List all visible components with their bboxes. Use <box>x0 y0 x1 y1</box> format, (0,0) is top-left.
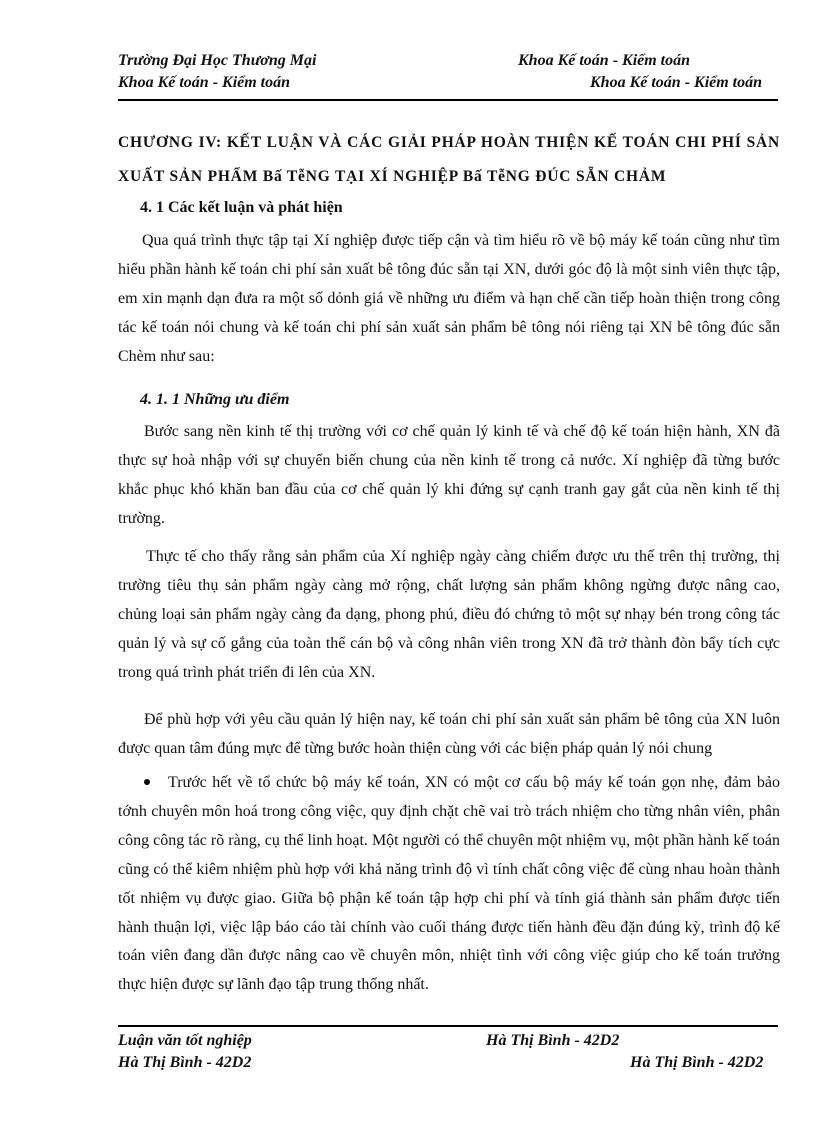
footer-rule <box>118 1025 778 1027</box>
bullet-icon <box>144 779 150 785</box>
header-rule <box>118 99 778 101</box>
chapter-title-line-2: XUẤT SẢN PHẨM Bấ TễNG TẠI XÍ NGHIỆP Bấ TễNG ĐÚC SẴN CHẢM <box>118 168 667 185</box>
paragraph-2: Thực tế cho thấy rằng sản phẩm của Xí nghiệp ngày càng chiếm được ưu thế trên thị trường, thị trường tiêu thụ sản phẩm ngày càng mở rộng, chất lượng sản phẩm không ngừng được nâng cao, chủng loại sản phẩm ngày càng đa dạng, phong phú, điều đó chứng tỏ một sự nhạy bén trong công tác quản lý và sự cố gắng của toàn thể cán bộ và công nhân viên trong XN đã trở thành đòn bẩy tích cực trong quá trình phát triển đi lên của XN. <box>118 548 780 681</box>
subsection-heading: 4. 1. 1 Những ưu điểm <box>140 391 290 408</box>
header-faculty-right: Khoa Kế toán - Kiểm toán <box>518 52 691 69</box>
header-faculty-left: Khoa Kế toán - Kiểm toán <box>118 74 291 91</box>
footer-author: Hà Thị Bình - 42D2 <box>486 1032 620 1049</box>
header-school-name: Trường Đại Học Thương Mại <box>118 52 317 69</box>
footer-author-left: Hà Thị Bình - 42D2 <box>118 1054 252 1071</box>
paragraph-1: Bước sang nền kinh tế thị trường với cơ chế quản lý kinh tế và chế độ kế toán hiện hành, XN đã thực sự hoà nhập với sự chuyển biến chung của nền kinh tế trong cả nước. Xí nghiệp đã từng bước khắc phục khó khăn ban đầu của cơ chế quản lý khi đứng sự cạnh tranh gay gắt của nền kinh tế thị trường. <box>118 423 780 527</box>
footer-thesis-label: Luận văn tốt nghiệp <box>118 1032 252 1049</box>
bullet-text: Trước hết về tổ chức bộ máy kế toán, XN có một cơ cấu bộ máy kế toán gọn nhẹ, đảm bảo tớnh chuyên môn hoá trong công việc, quy định chặt chẽ vai trò trách nhiệm cho từng nhân viên, phân công công tác rõ ràng, cụ thể linh hoạt. Một người có thể chuyên một nhiệm vụ, một phần hành kế toán cũng có thể kiêm nhiệm phù hợp với khả năng trình độ vì tính chất công việc để cùng nhau hoàn thành tốt nhiệm vụ được giao. Giữa bộ phận kế toán tập hợp chi phí và tính giá thành sản phẩm được tiến hành thuận lợi, việc lập báo cáo tài chính vào cuối tháng được tiến hành đều đặn đúng kỳ, trình độ kế toán viên đang dần được nâng cao về chuyên môn, nhiệt tình với công việc giúp cho kế toán trưởng thực hiện được sự lãnh đạo tập trung thống nhất. <box>118 774 780 994</box>
paragraph-3: Để phù hợp với yêu cầu quản lý hiện nay, kế toán chi phí sản xuất sản phẩm bê tông của XN luôn được quan tâm đúng mực để từng bước hoàn thiện cùng với các biện pháp quản lý nói chung <box>118 711 780 757</box>
bullet-item <box>118 769 780 1000</box>
section-heading: 4. 1 Các kết luận và phát hiện <box>140 199 343 216</box>
header-faculty-right-2: Khoa Kế toán - Kiểm toán <box>590 74 763 91</box>
chapter-title-line-1: CHƯƠNG IV: KẾT LUẬN VÀ CÁC GIẢI PHÁP HOÀN THIỆN KẾ TOÁN CHI PHÍ SẢN <box>118 134 780 151</box>
footer-author-right: Hà Thị Bình - 42D2 <box>630 1054 764 1071</box>
chapter-title <box>118 126 780 194</box>
intro-paragraph: Qua quá trình thực tập tại Xí nghiệp được tiếp cận và tìm hiểu rõ về bộ máy kế toán cũng như tìm hiểu phần hành kế toán chi phí sản xuất bê tông đúc sẵn tại XN, dưới góc độ là một sinh viên thực tập, em xin mạnh dạn đưa ra một số dỏnh giá về những ưu điểm và hạn chế cần tiếp hoàn thiện trong công tác kế toán nói chung và kế toán chi phí sản xuất sản phẩm bê tông nói riêng tại XN bê tông đúc sẵn Chèm như sau: <box>118 232 780 365</box>
